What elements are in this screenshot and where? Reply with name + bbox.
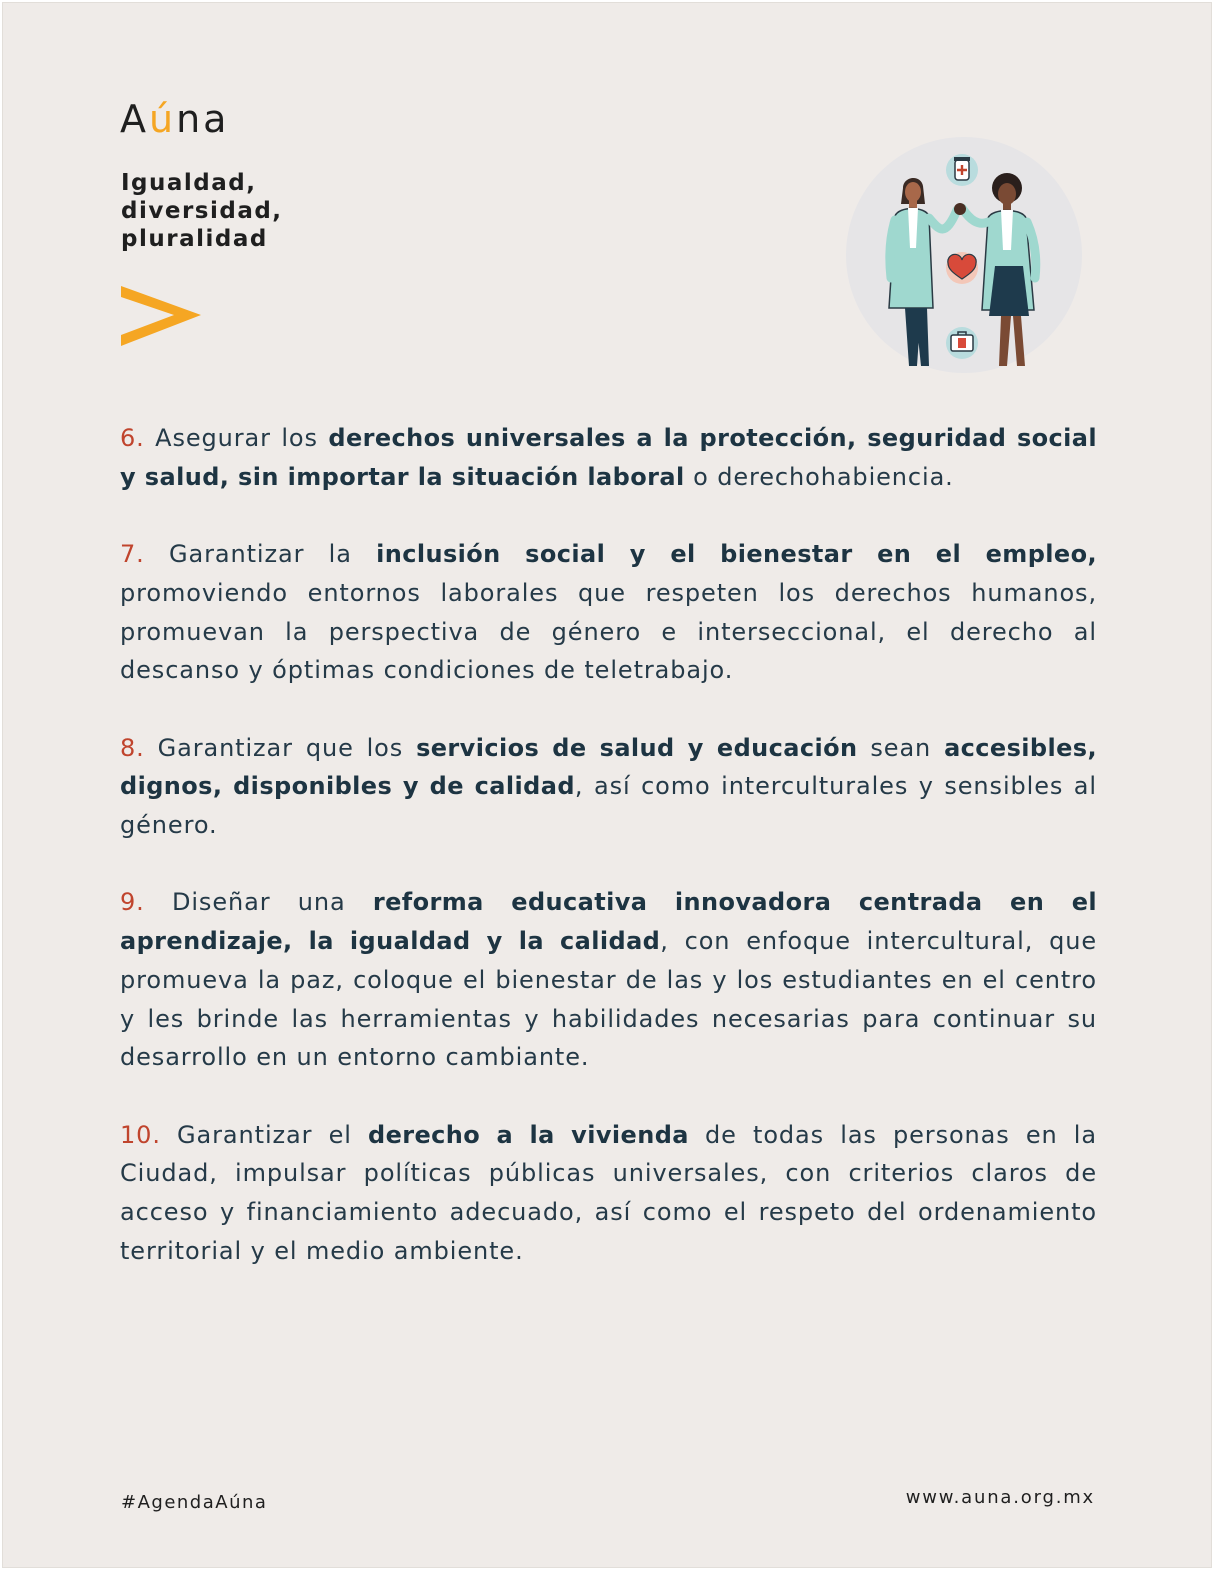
chevron-right-icon	[121, 286, 203, 348]
agenda-item: 7. Garantizar la inclusión social y el bienestar en el empleo, promoviendo entornos laborales que respeten los derechos humanos, promuevan la perspectiva de género e interseccional, el derecho al descanso y óptimas condiciones de teletrabajo.	[120, 540, 1098, 685]
website-link[interactable]: www.auna.org.mx	[905, 1487, 1095, 1508]
item-number: 6.	[120, 424, 145, 452]
tagline	[121, 169, 283, 253]
item-number: 10.	[120, 1120, 161, 1149]
item-number: 9.	[120, 888, 145, 917]
hashtag: #AgendaAúna	[121, 1492, 268, 1513]
item-number: 7.	[120, 540, 145, 569]
agenda-item: 10. Garantizar el derecho a la vivienda de todas las personas en la Ciudad, impulsar políticas públicas universales, con criterios claros de acceso y financiamiento adecuado, así como el respeto del ordenamiento territorial y el medio ambiente.	[120, 1120, 1097, 1265]
agenda-item: 9. Diseñar una reforma educativa innovadora centrada en el aprendizaje, la igualdad y la calidad, con enfoque intercultural, que promueva la paz, coloque el bienestar de las y los estudiantes en el centro y les brinde las herramientas y habilidades necesarias para continuar su desarrollo en un entorno cambiante.	[120, 888, 1097, 1072]
agenda-item: 8. Garantizar que los servicios de salud y educación sean accesibles, dignos, disponibles y de calidad, así como interculturales y sensibles al género.	[120, 733, 1097, 839]
agenda-list	[120, 419, 1097, 1309]
tagline-line: diversidad,	[121, 198, 283, 224]
document-page	[2, 2, 1212, 1568]
tagline-line: Igualdad,	[121, 170, 257, 196]
agenda-item: 6. Asegurar los derechos universales a la protección, seguridad social y salud, sin importar la situación laboral o derechohabiencia.	[120, 424, 1097, 491]
item-number: 8.	[120, 733, 145, 762]
two-doctors-icon	[845, 136, 1085, 376]
auna-logo: Aúna	[120, 97, 230, 141]
tagline-line: pluralidad	[121, 226, 268, 252]
